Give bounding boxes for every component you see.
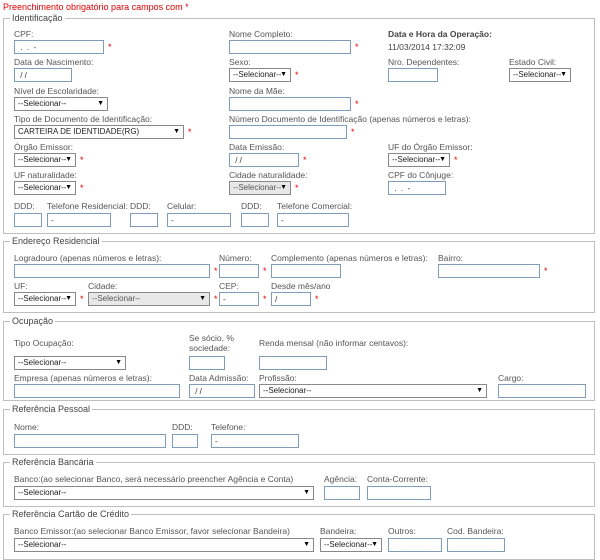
uf-required-icon: * bbox=[80, 294, 84, 304]
cep-required-icon: * bbox=[263, 294, 267, 304]
logradouro-required-icon: * bbox=[214, 266, 218, 276]
desde-required-icon: * bbox=[315, 294, 319, 304]
nascimento-label: Data de Nascimento: bbox=[14, 57, 94, 67]
outros-label: Outros: bbox=[388, 526, 416, 536]
orgao-emissor-label: Órgão Emissor: bbox=[14, 142, 74, 152]
nascimento-input[interactable] bbox=[14, 68, 72, 82]
referencia-pessoal-section bbox=[3, 404, 595, 455]
sexo-label: Sexo: bbox=[229, 57, 251, 67]
cod-bandeira-input[interactable] bbox=[447, 538, 505, 552]
complemento-label: Complemento (apenas números e letras): bbox=[271, 253, 428, 263]
profissao-select[interactable] bbox=[259, 384, 487, 398]
bandeira-label: Bandeira: bbox=[320, 526, 357, 536]
ddd-comercial-input[interactable] bbox=[241, 213, 269, 227]
referencia-bancaria-legend: Referência Bancária bbox=[12, 457, 94, 467]
cidade-required-icon: * bbox=[214, 294, 218, 304]
ddd-comercial-label: DDD: bbox=[241, 201, 262, 211]
ddd-residencial-label: DDD: bbox=[14, 201, 35, 211]
numero-documento-required-icon: * bbox=[351, 127, 355, 137]
ddd-residencial-input[interactable] bbox=[14, 213, 42, 227]
chevron-down-icon: ▼ bbox=[115, 359, 122, 366]
banco-emissor-select-value: --Selecionar-- bbox=[18, 540, 67, 549]
chevron-down-icon: ▼ bbox=[199, 295, 206, 302]
empresa-label: Empresa (apenas números e letras): bbox=[14, 373, 152, 383]
cidade-select[interactable] bbox=[88, 292, 210, 306]
uf-naturalidade-select-value: --Selecionar-- bbox=[18, 183, 67, 192]
telefone-residencial-label: Telefone Residencial: bbox=[47, 201, 128, 211]
chevron-down-icon: ▼ bbox=[173, 128, 180, 135]
nome-input[interactable] bbox=[229, 40, 351, 54]
chevron-down-icon: ▼ bbox=[65, 156, 72, 163]
cpf-required-icon: * bbox=[108, 42, 112, 52]
nome-required-icon: * bbox=[355, 42, 359, 52]
socio-label-line2: sociedade: bbox=[189, 343, 231, 353]
uf-select-value: --Selecionar-- bbox=[18, 294, 67, 303]
banco-emissor-label: Banco Emissor:(ao selecionar Banco Emissor, favor selecionar Bandeira) bbox=[14, 526, 290, 536]
socio-label-line1: Se sócio, % bbox=[189, 333, 234, 343]
referencia-cartao-legend: Referência Cartão de Crédito bbox=[12, 509, 130, 519]
sexo-select[interactable] bbox=[229, 68, 291, 82]
banco-select-value: --Selecionar-- bbox=[18, 488, 67, 497]
tipo-documento-label: Tipo de Documento de Identificação: bbox=[14, 114, 153, 124]
uf-orgao-required-icon: * bbox=[454, 155, 458, 165]
banco-label: Banco:(ao selecionar Banco, será necessário preencher Agência e Conta) bbox=[14, 474, 294, 484]
profissao-label: Profissão: bbox=[259, 373, 297, 383]
referencia-cartao-section bbox=[3, 509, 595, 560]
ref-telefone-label: Telefone: bbox=[211, 422, 246, 432]
orgao-emissor-required-icon: * bbox=[80, 155, 84, 165]
data-operacao-label: Data e Hora da Operação: bbox=[388, 29, 492, 39]
conta-corrente-input[interactable] bbox=[367, 486, 431, 500]
chevron-down-icon: ▼ bbox=[280, 184, 287, 191]
numero-documento-label: Número Documento de Identificação (apenas números e letras): bbox=[229, 114, 471, 124]
banco-emissor-select[interactable] bbox=[14, 538, 314, 552]
cidade-label: Cidade: bbox=[88, 281, 118, 291]
chevron-down-icon: ▼ bbox=[65, 295, 72, 302]
estado-civil-label: Estado Civil: bbox=[509, 57, 557, 67]
cargo-input[interactable] bbox=[498, 384, 586, 398]
desde-label: Desde mês/ano bbox=[271, 281, 331, 291]
uf-naturalidade-required-icon: * bbox=[80, 183, 84, 193]
celular-label: Celular: bbox=[167, 201, 197, 211]
cidade-naturalidade-select[interactable] bbox=[229, 181, 291, 195]
ref-ddd-input[interactable] bbox=[172, 434, 198, 448]
complemento-input[interactable] bbox=[271, 264, 341, 278]
telefone-comercial-input[interactable] bbox=[277, 213, 349, 227]
data-admissao-input[interactable] bbox=[189, 384, 255, 398]
uf-orgao-label: UF do Órgão Emissor: bbox=[388, 142, 473, 152]
desde-input[interactable] bbox=[271, 292, 311, 306]
cpf-conjuge-label: CPF do Cônjuge: bbox=[388, 170, 454, 180]
cep-input[interactable] bbox=[219, 292, 259, 306]
tipo-documento-required-icon: * bbox=[188, 127, 192, 137]
chevron-down-icon: ▼ bbox=[303, 541, 310, 548]
empresa-input[interactable] bbox=[14, 384, 180, 398]
uf-label: UF: bbox=[14, 281, 28, 291]
orgao-emissor-select[interactable] bbox=[14, 153, 76, 167]
dependentes-label: Nro. Dependentes: bbox=[388, 57, 460, 67]
referencia-pessoal-legend: Referência Pessoal bbox=[12, 404, 91, 414]
data-emissao-input[interactable] bbox=[229, 153, 299, 167]
telefone-comercial-label: Telefone Comercial: bbox=[277, 201, 353, 211]
chevron-down-icon: ▼ bbox=[280, 71, 287, 78]
ref-ddd-label: DDD: bbox=[172, 422, 193, 432]
ocupacao-legend: Ocupação bbox=[12, 316, 54, 326]
chevron-down-icon: ▼ bbox=[476, 387, 483, 394]
chevron-down-icon: ▼ bbox=[97, 100, 104, 107]
ddd-celular-label: DDD: bbox=[130, 201, 151, 211]
cpf-label: CPF: bbox=[14, 29, 34, 39]
ref-telefone-input[interactable] bbox=[211, 434, 299, 448]
bandeira-select[interactable] bbox=[320, 538, 382, 552]
conta-corrente-label: Conta-Corrente: bbox=[367, 474, 428, 484]
ref-nome-input[interactable] bbox=[14, 434, 166, 448]
profissao-select-value: --Selecionar-- bbox=[263, 386, 312, 395]
escolaridade-label: Nível de Escolaridade: bbox=[14, 86, 100, 96]
cpf-conjuge-input[interactable] bbox=[388, 181, 446, 195]
renda-input[interactable] bbox=[259, 356, 327, 370]
tipo-documento-select[interactable] bbox=[14, 125, 184, 139]
tipo-ocupacao-select-value: --Selecionar-- bbox=[18, 358, 67, 367]
logradouro-input[interactable] bbox=[14, 264, 210, 278]
ocupacao-section bbox=[3, 316, 595, 401]
escolaridade-select-value: --Selecionar-- bbox=[18, 99, 67, 108]
numero-input[interactable] bbox=[219, 264, 259, 278]
cpf-input[interactable] bbox=[14, 40, 104, 54]
identificacao-section bbox=[3, 13, 595, 234]
bairro-required-icon: * bbox=[544, 266, 548, 276]
uf-naturalidade-select[interactable] bbox=[14, 181, 76, 195]
uf-naturalidade-label: UF naturalidade: bbox=[14, 170, 77, 180]
bairro-label: Bairro: bbox=[438, 253, 464, 263]
numero-required-icon: * bbox=[263, 266, 267, 276]
uf-select[interactable] bbox=[14, 292, 76, 306]
required-note: Preenchimento obrigatório para campos com * bbox=[3, 2, 189, 12]
data-emissao-required-icon: * bbox=[303, 155, 307, 165]
uf-orgao-select-value: --Selecionar-- bbox=[392, 155, 441, 164]
outros-input[interactable] bbox=[388, 538, 442, 552]
nome-mae-label: Nome da Mãe: bbox=[229, 86, 285, 96]
cep-label: CEP: bbox=[219, 281, 239, 291]
bandeira-select-value: --Selecionar-- bbox=[324, 540, 373, 549]
uf-orgao-select[interactable] bbox=[388, 153, 450, 167]
tipo-documento-select-value: CARTEIRA DE IDENTIDADE(RG) bbox=[18, 127, 140, 136]
identificacao-legend: Identificação bbox=[12, 13, 63, 23]
cidade-naturalidade-label: Cidade naturalidade: bbox=[229, 170, 308, 180]
dependentes-input[interactable] bbox=[388, 68, 438, 82]
chevron-down-icon: ▼ bbox=[560, 71, 567, 78]
numero-documento-input[interactable] bbox=[229, 125, 347, 139]
sexo-select-value: --Selecionar-- bbox=[233, 70, 282, 79]
cargo-label: Cargo: bbox=[498, 373, 524, 383]
bairro-input[interactable] bbox=[438, 264, 540, 278]
chevron-down-icon: ▼ bbox=[65, 184, 72, 191]
data-operacao-value: 11/03/2014 17:32:09 bbox=[388, 42, 466, 52]
sexo-required-icon: * bbox=[295, 70, 299, 80]
socio-input[interactable] bbox=[189, 356, 225, 370]
logradouro-label: Logradouro (apenas números e letras): bbox=[14, 253, 162, 263]
numero-label: Número: bbox=[219, 253, 252, 263]
escolaridade-select[interactable] bbox=[14, 97, 108, 111]
ddd-celular-input[interactable] bbox=[130, 213, 158, 227]
estado-civil-select[interactable] bbox=[509, 68, 571, 82]
cod-bandeira-label: Cod. Bandeira: bbox=[447, 526, 504, 536]
referencia-bancaria-section bbox=[3, 457, 595, 507]
agencia-label: Agência: bbox=[324, 474, 358, 484]
chevron-down-icon: ▼ bbox=[371, 541, 378, 548]
endereco-legend: Endereço Residencial bbox=[12, 236, 100, 246]
data-admissao-label: Data Admissão: bbox=[189, 373, 249, 383]
chevron-down-icon: ▼ bbox=[439, 156, 446, 163]
tipo-ocupacao-label: Tipo Ocupação: bbox=[14, 338, 74, 348]
celular-input[interactable] bbox=[167, 213, 231, 227]
nome-mae-input[interactable] bbox=[229, 97, 351, 111]
cidade-naturalidade-required-icon: * bbox=[295, 183, 299, 193]
cidade-naturalidade-select-value: --Selecionar-- bbox=[233, 183, 282, 192]
nome-mae-required-icon: * bbox=[355, 99, 359, 109]
estado-civil-select-value: --Selecionar-- bbox=[513, 70, 562, 79]
ref-nome-label: Nome: bbox=[14, 422, 40, 432]
renda-label: Renda mensal (não informar centavos): bbox=[259, 338, 409, 348]
cidade-select-value: --Selecionar-- bbox=[92, 294, 141, 303]
tipo-ocupacao-select[interactable] bbox=[14, 356, 126, 370]
banco-select[interactable] bbox=[14, 486, 314, 500]
telefone-residencial-input[interactable] bbox=[47, 213, 111, 227]
orgao-emissor-select-value: --Selecionar-- bbox=[18, 155, 67, 164]
agencia-input[interactable] bbox=[324, 486, 360, 500]
data-emissao-label: Data Emissão: bbox=[229, 142, 285, 152]
nome-label: Nome Completo: bbox=[229, 29, 293, 39]
endereco-section bbox=[3, 236, 595, 313]
chevron-down-icon: ▼ bbox=[303, 489, 310, 496]
